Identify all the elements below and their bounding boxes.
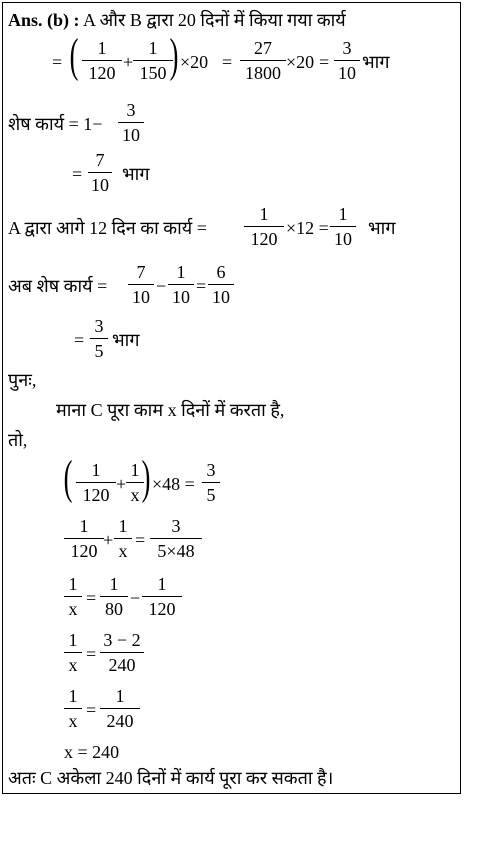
l2-eq: = [52,52,63,72]
l11-frac-2: 1 x [126,460,144,505]
l12-frac-1: 1 120 [64,516,104,561]
l11-frac-3: 3 5 [202,460,220,505]
line-1-text: A और B द्वारा 20 दिनों में किया गया कार्य [83,10,346,30]
l4-tail: भाग [122,164,150,184]
l2-paren-close: ) [169,29,179,82]
l5-frac-2: 1 10 [330,204,356,249]
l13-frac-1: 1 x [64,574,82,619]
l2-times2: ×20 [286,52,315,72]
l16-text: x = 240 [64,742,120,762]
l12-frac-2: 1 x [114,516,132,561]
l11-paren-close: ) [141,451,151,504]
l7-frac: 3 5 [90,316,108,361]
l13-minus: − [130,588,141,608]
l2-paren-open: ( [69,29,79,82]
l2-frac-2: 1 150 [133,38,173,83]
l13-frac-3: 1 120 [142,574,182,619]
l14-eq: = [86,644,97,664]
l11-plus: + [116,474,127,494]
l12-plus: + [103,530,114,550]
l2-frac-4: 3 10 [334,38,360,83]
l2-plus: + [123,52,134,72]
l6-frac-3: 6 10 [208,262,234,307]
l11-mid: ×48 = [152,474,195,494]
l15-frac-1: 1 x [64,686,82,731]
l7-eq: = [74,330,85,350]
l12-eq: = [135,530,146,550]
l7-tail: भाग [112,330,140,350]
l4-frac: 7 10 [88,150,112,195]
l12-frac-3: 3 5×48 [150,516,202,561]
l2-frac-1: 1 120 [82,38,122,83]
l2-times: ×20 [180,52,209,72]
l2-frac-3: 27 1800 [240,38,286,83]
l6-frac-2: 1 10 [168,262,194,307]
answer-heading [8,10,346,30]
l5-tail: भाग [368,218,396,238]
l14-frac-1: 1 x [64,630,82,675]
l5-head: A द्वारा आगे 12 दिन का कार्य = [8,218,207,238]
l4-eq: = [72,164,83,184]
l5-frac-1: 1 120 [244,204,284,249]
l17-conclusion: अतः C अकेला 240 दिनों में कार्य पूरा कर सकता है। [8,768,334,788]
l11-frac-1: 1 120 [76,460,116,505]
l5-mid: ×12 = [286,218,329,238]
l15-frac-2: 1 240 [100,686,140,731]
l11-paren-open: ( [63,451,73,504]
l9-text: माना C पूरा काम x दिनों में करता है, [56,400,285,420]
l6-head: अब शेष कार्य = [8,276,108,296]
l14-frac-2: 3 − 2 240 [100,630,144,675]
l3-head: शेष कार्य = 1− [8,114,103,134]
l6-frac-1: 7 10 [128,262,154,307]
l6-minus: − [156,276,167,296]
l10-text: तो, [8,430,28,450]
l2-eq2: = [222,52,233,72]
l2-tail: भाग [362,52,390,72]
l6-eq: = [196,276,207,296]
l2-eq3: = [319,52,330,72]
answer-label: Ans. (b) : [8,10,80,30]
l15-eq: = [86,700,97,720]
l8-text: पुनः, [8,370,37,390]
l3-frac: 3 10 [118,100,144,145]
l13-eq: = [86,588,97,608]
l13-frac-2: 1 80 [100,574,128,619]
